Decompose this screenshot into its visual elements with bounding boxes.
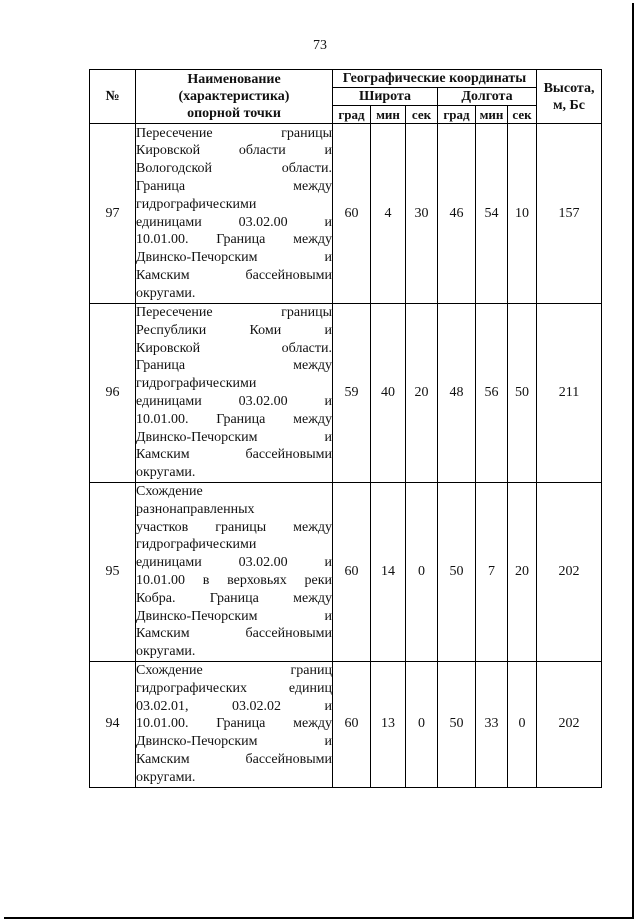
lon-minutes: 54 xyxy=(476,124,508,304)
lon-seconds: 0 xyxy=(508,661,537,787)
description-line: Схождение границ xyxy=(136,662,332,678)
description-line: Граница между xyxy=(136,358,332,374)
header-name-line: Наименование xyxy=(187,72,281,87)
header-height-line: Высота, xyxy=(543,80,595,96)
header-geo-coordinates: Географические координаты xyxy=(333,70,537,88)
table-row xyxy=(90,482,602,661)
lon-minutes: 7 xyxy=(476,482,508,661)
header-lat-seconds: сек xyxy=(406,106,438,124)
header-lat-minutes: мин xyxy=(371,106,406,124)
description-line: Граница между xyxy=(136,178,332,194)
description-line: Схождение xyxy=(136,483,203,499)
lat-seconds: 30 xyxy=(406,124,438,304)
header-longitude: Долгота xyxy=(438,88,537,106)
description-line: гидрографическими xyxy=(136,376,257,392)
description-line: Камским бассейновыми xyxy=(136,267,332,283)
lon-seconds: 20 xyxy=(508,482,537,661)
lon-minutes: 56 xyxy=(476,304,508,483)
description-line: Двинско-Печорским и xyxy=(136,250,332,266)
lon-degrees: 50 xyxy=(438,661,476,787)
height-value: 157 xyxy=(537,124,602,304)
row-number: 97 xyxy=(90,124,136,304)
lat-degrees: 60 xyxy=(333,661,371,787)
lat-minutes: 14 xyxy=(371,482,406,661)
lat-minutes: 40 xyxy=(371,304,406,483)
description-line: единицами 03.02.00 и xyxy=(136,214,332,230)
description-line: участков границы между xyxy=(136,519,332,535)
point-description xyxy=(136,124,333,304)
point-description xyxy=(136,661,333,787)
header-name-line: опорной точки xyxy=(187,106,281,121)
row-number: 95 xyxy=(90,482,136,661)
description-line: единицами 03.02.00 и xyxy=(136,555,332,571)
header-lon-minutes: мин xyxy=(476,106,508,124)
description-line: Двинско-Печорским и xyxy=(136,608,332,624)
description-line: гидрографическими xyxy=(136,196,257,212)
header-lon-degrees: град xyxy=(438,106,476,124)
description-line: 10.01.00. Граница между xyxy=(136,232,332,248)
description-line: округами. xyxy=(136,285,196,301)
description-line: Кобра. Граница между xyxy=(136,590,332,606)
lat-seconds: 0 xyxy=(406,661,438,787)
description-line: гидрографическими xyxy=(136,537,257,553)
row-number: 94 xyxy=(90,661,136,787)
table-row xyxy=(90,124,602,304)
lat-minutes: 13 xyxy=(371,661,406,787)
description-line: 10.01.00 в верховьях реки xyxy=(136,572,332,588)
description-line: округами. xyxy=(136,769,196,785)
height-value: 202 xyxy=(537,661,602,787)
description-line: Кировской области. xyxy=(136,340,332,356)
header-latitude: Широта xyxy=(333,88,438,106)
header-lat-degrees: град xyxy=(333,106,371,124)
height-value: 202 xyxy=(537,482,602,661)
lat-degrees: 60 xyxy=(333,482,371,661)
coordinates-table xyxy=(89,69,602,788)
description-line: Камским бассейновыми xyxy=(136,626,332,642)
height-value: 211 xyxy=(537,304,602,483)
lon-degrees: 50 xyxy=(438,482,476,661)
description-line: округами. xyxy=(136,465,196,481)
lon-seconds: 50 xyxy=(508,304,537,483)
header-number: № xyxy=(90,70,136,124)
description-line: Двинско-Печорским и xyxy=(136,429,332,445)
point-description xyxy=(136,482,333,661)
header-lon-seconds: сек xyxy=(508,106,537,124)
description-line: разнонаправленных xyxy=(136,501,255,517)
table-row xyxy=(90,661,602,787)
lon-seconds: 10 xyxy=(508,124,537,304)
header-name xyxy=(136,70,333,124)
lon-degrees: 46 xyxy=(438,124,476,304)
lat-seconds: 20 xyxy=(406,304,438,483)
lat-degrees: 59 xyxy=(333,304,371,483)
description-line: Камским бассейновыми xyxy=(136,751,332,767)
description-line: Камским бассейновыми xyxy=(136,447,332,463)
description-line: Кировской области и xyxy=(136,143,332,159)
table-body xyxy=(90,124,602,788)
description-line: единицами 03.02.00 и xyxy=(136,393,332,409)
page-number: 73 xyxy=(313,38,327,53)
description-line: Двинско-Печорским и xyxy=(136,734,332,750)
description-line: округами. xyxy=(136,644,196,660)
description-line: 03.02.01, 03.02.02 и xyxy=(136,698,332,714)
description-line: Пересечение границы xyxy=(136,125,332,141)
description-line: Пересечение границы xyxy=(136,305,332,320)
description-line: Республики Коми и xyxy=(136,322,332,338)
lat-degrees: 60 xyxy=(333,124,371,304)
description-line: Вологодской области. xyxy=(136,161,332,177)
lon-minutes: 33 xyxy=(476,661,508,787)
description-line: 10.01.00. Граница между xyxy=(136,716,332,732)
description-line: 10.01.00. Граница между xyxy=(136,411,332,427)
header-height xyxy=(537,70,602,124)
table-row xyxy=(90,304,602,483)
lon-degrees: 48 xyxy=(438,304,476,483)
description-line: гидрографических единиц xyxy=(136,680,332,696)
row-number: 96 xyxy=(90,304,136,483)
header-height-line: м, Бс xyxy=(553,97,586,113)
lat-seconds: 0 xyxy=(406,482,438,661)
point-description xyxy=(136,304,333,483)
lat-minutes: 4 xyxy=(371,124,406,304)
header-name-line: (характеристика) xyxy=(178,89,290,104)
